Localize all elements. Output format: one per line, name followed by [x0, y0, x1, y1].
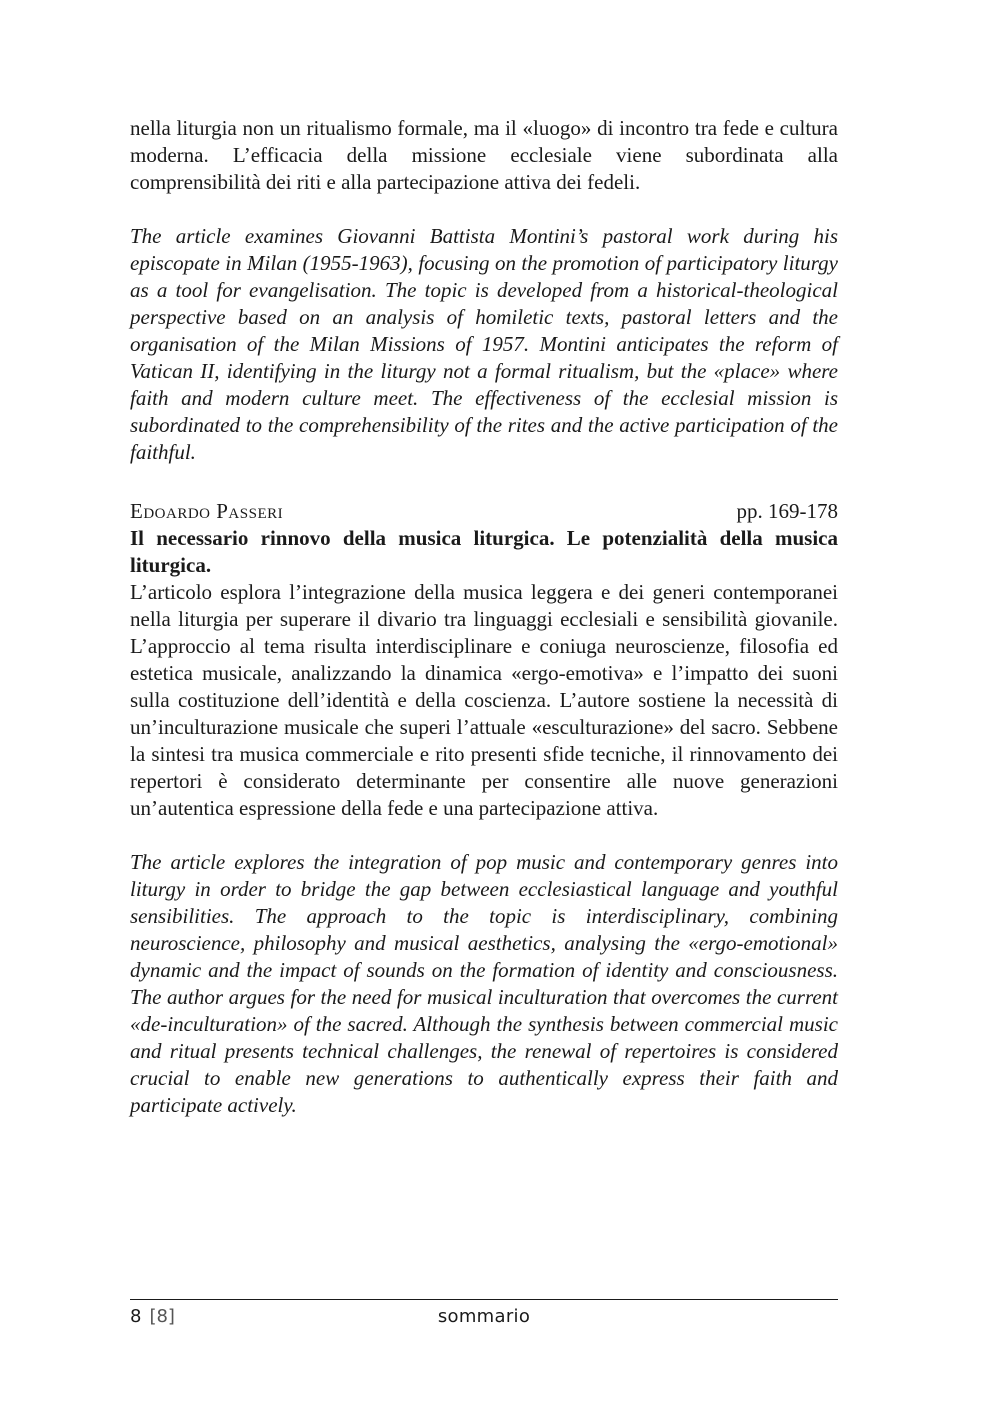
page-number-value: 8 — [130, 1306, 142, 1327]
page-footer — [130, 1299, 838, 1330]
entry-header — [130, 498, 838, 525]
continuation-abstract-italian: nella liturgia non un ritualismo formale, ma il «luogo» di incontro tra fede e cultura moderna. L’efficacia della missione ecclesiale viene subordinata alla comprensibilità dei riti e alla partecipazione attiva dei fedeli. — [130, 116, 838, 194]
entry-abstract-english: The article explores the integration of pop music and contemporary genres into liturgy in order to bridge the gap between ecclesiastical language and youthful sensibilities. The approach to the topic is interdisciplinary, combining neuroscience, philosophy and musical aesthetics, analysing the «ergo-emotional» dynamic and the impact of sounds on the formation of identity and consciousness. The author argues for the need for musical inculturation that overcomes the current «de-inculturation» of the sacred. Although the synthesis between commercial music and ritual presents technical challenges, the renewal of repertoires is considered crucial to enable new generations to authentically express their faith and participate actively. — [130, 850, 838, 1117]
continuation-abstract-english: The article examines Giovanni Battista Montini’s pastoral work during his episcopate in Milan (1955-1963), focusing on the promotion of participatory liturgy as a tool for evangelisation. The topic is developed from a historical-theological perspective based on an analysis of homiletic texts, pastoral letters and the organisation of the Milan Missions of 1957. Montini anticipates the reform of Vatican II, identifying in the liturgy not a formal ritualism, but the «place» where faith and modern culture meet. The effectiveness of the ecclesial mission is subordinated to the comprehensibility of the rites and the active participation of the faithful. — [130, 224, 838, 464]
paragraph-spacer — [130, 196, 838, 223]
paragraph-spacer — [130, 822, 838, 849]
entry-abstract-italian: L’articolo esplora l’integrazione della musica leggera e dei generi contemporanei nella liturgia per superare il divario tra linguaggi ecclesiali e sensibilità giovanile. L’approccio al tema risulta interdisciplinare e coniuga neuroscienze, filosofia ed estetica musicale, analizzando la dinamica «ergo-emotiva» e l’impatto dei suoni sulla costituzione dell’identità e della coscienza. L’autore sostiene la necessità di un’inculturazione musicale che superi l’attuale «esculturazione» del sacro. Sebbene la sintesi tra musica commerciale e rito presenti sfide tecniche, il rinnovamento dei repertori è considerato determinante per consentire alle nuove generazioni un’autentica espressione della fede e una partecipazione attiva. — [130, 580, 838, 820]
entry-pages: pp. 169-178 — [736, 499, 838, 523]
entry-author: Edoardo Passeri — [130, 499, 284, 523]
page-number-bracket: [8] — [149, 1306, 175, 1327]
page-content — [130, 115, 838, 1119]
entry-title: Il necessario rinnovo della musica liturgica. Le potenzialità della musica liturgica. — [130, 526, 838, 577]
running-section-title: sommario — [437, 1306, 531, 1327]
